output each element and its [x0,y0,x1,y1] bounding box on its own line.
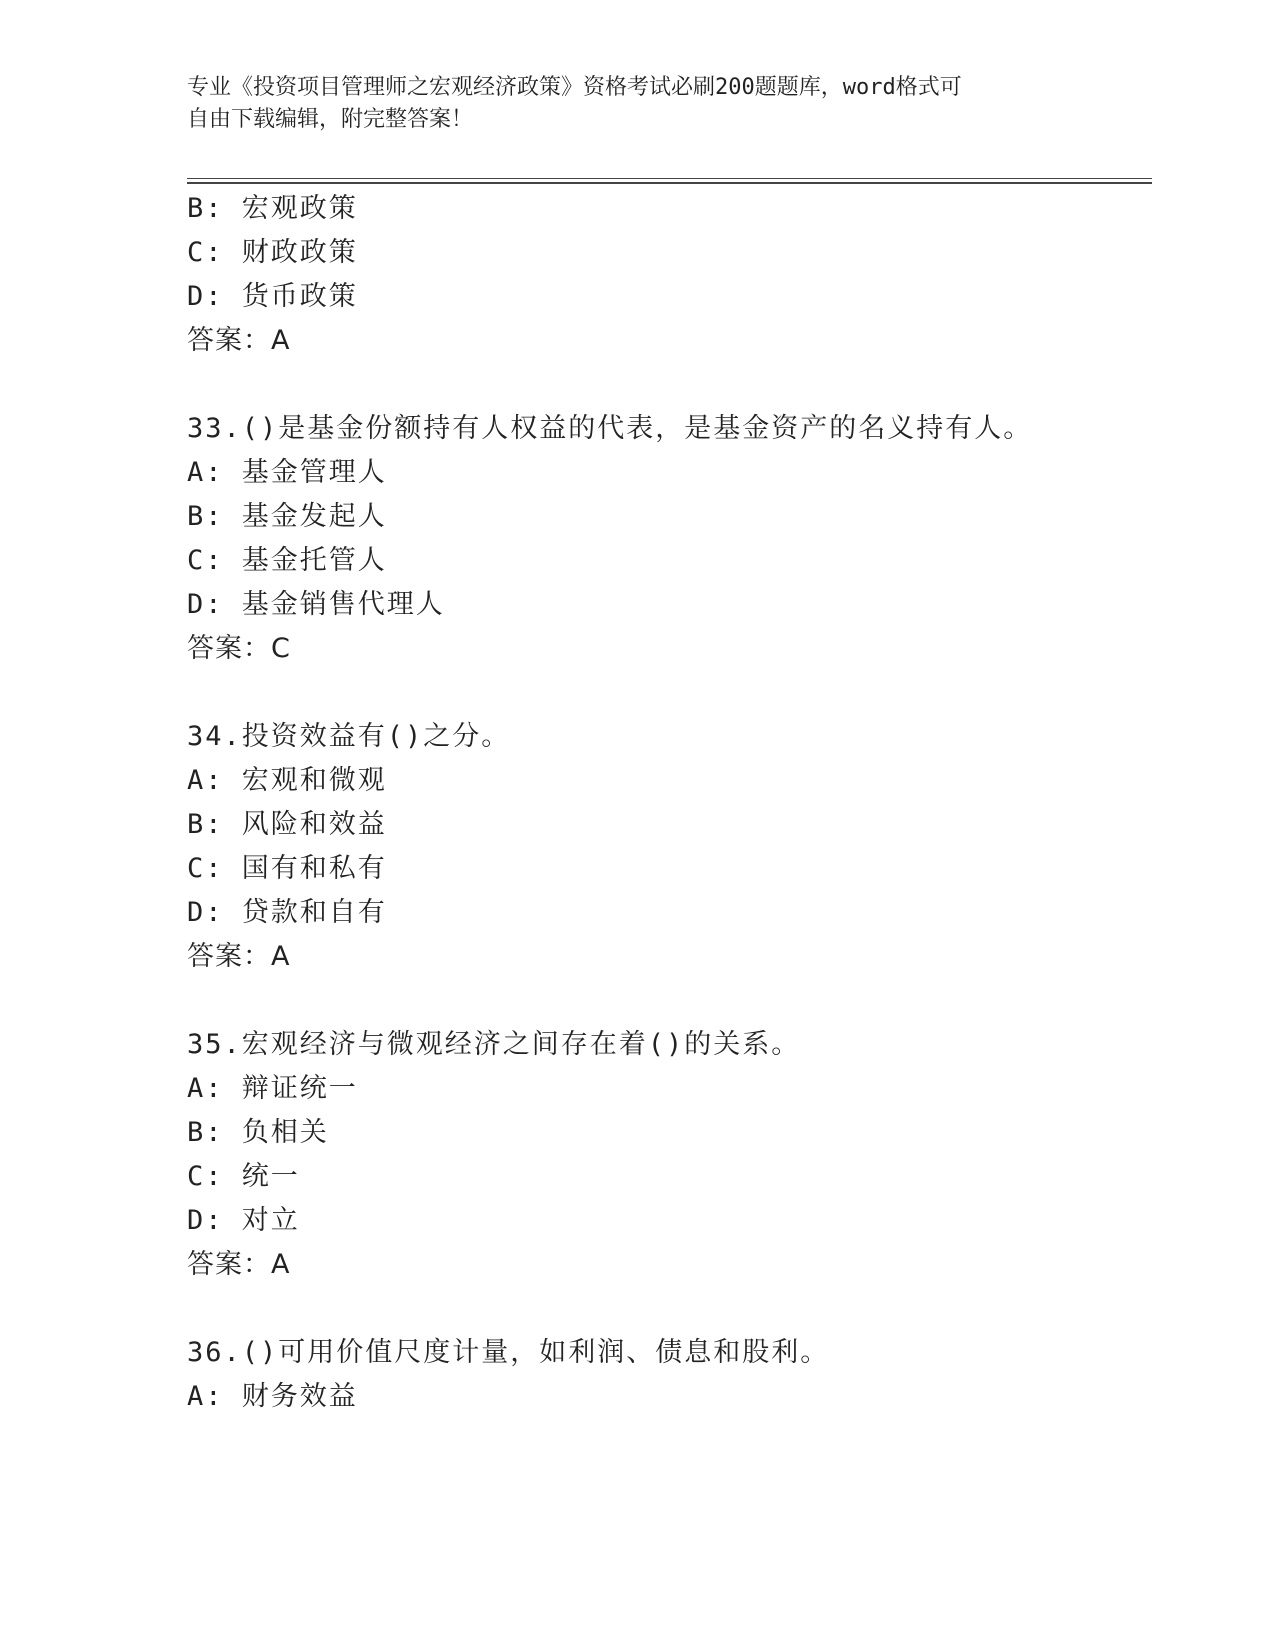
option-d: D: 贷款和自有 [187,897,387,928]
option-c: C: 基金托管人 [187,545,387,576]
option-d: D: 对立 [187,1205,300,1236]
header-line-1: 专业《投资项目管理师之宏观经济政策》资格考试必刷200题题库，word格式可 [187,75,962,100]
question-33: 33.()是基金份额持有人权益的代表，是基金资产的名义持有人。 [187,413,1033,444]
question-34: 34.投资效益有()之分。 [187,721,511,752]
document-header [187,72,1087,136]
option-d: D: 货币政策 [187,281,358,312]
option-a: A: 财务效益 [187,1381,358,1412]
header-divider-thick [187,182,1152,184]
option-d: D: 基金销售代理人 [187,589,445,620]
answer-line: 答案：A [187,941,291,972]
question-35: 35.宏观经济与微观经济之间存在着()的关系。 [187,1029,801,1060]
answer-line: 答案：C [187,633,291,664]
option-c: C: 财政政策 [187,237,358,268]
option-b: B: 宏观政策 [187,193,358,224]
answer-line: 答案：A [187,1249,291,1280]
option-a: A: 辩证统一 [187,1073,358,1104]
option-a: A: 基金管理人 [187,457,387,488]
header-line-2: 自由下载编辑，附完整答案！ [187,107,474,132]
question-36: 36.()可用价值尺度计量，如利润、债息和股利。 [187,1337,830,1368]
option-b: B: 风险和效益 [187,809,387,840]
option-b: B: 负相关 [187,1117,329,1148]
option-c: C: 统一 [187,1161,300,1192]
header-divider-thin [187,178,1152,179]
option-a: A: 宏观和微观 [187,765,387,796]
option-c: C: 国有和私有 [187,853,387,884]
option-b: B: 基金发起人 [187,501,387,532]
answer-line: 答案：A [187,325,291,356]
